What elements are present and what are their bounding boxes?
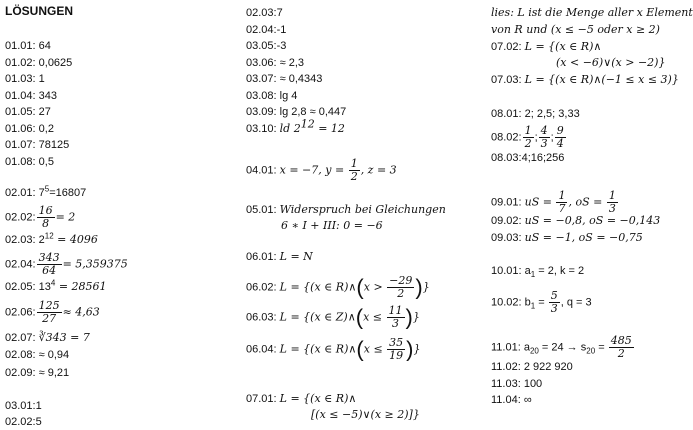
fraction: $\frac{4}{3}$ bbox=[540, 124, 548, 150]
answer-02-03-b: 02.03:7 bbox=[246, 7, 283, 19]
answer-03-05: 03.05:-3 bbox=[246, 40, 287, 52]
answer-02-05: 02.05: $13^4 = 28561$ bbox=[5, 278, 107, 293]
answer-01-06: 01.06: 0,2 bbox=[5, 123, 54, 135]
fraction: $\frac{16}{8}$ bbox=[38, 204, 53, 230]
answer-02-09: 02.09: ≈ 9,21 bbox=[5, 367, 70, 379]
reading-note-line2: von R und (x ≤ −5 oder x ≥ 2) bbox=[491, 23, 660, 36]
answer-02-02: 02.02: $\frac{16}{8}$ = 2 bbox=[5, 204, 76, 230]
answer-03-01: 03.01:1 bbox=[5, 400, 42, 412]
answer-09-02: 09.02: uS = −0,8, oS = −0,143 bbox=[491, 214, 661, 227]
answer-02-07: 02.07: ∛343 = 7 bbox=[5, 331, 90, 344]
answer-08-03: 08.03:4;16;256 bbox=[491, 152, 565, 164]
fraction: $\frac{11}{3}$ bbox=[388, 304, 403, 330]
answer-06-04: 06.04: L = {(x ∈ R)∧(x ≤ $\frac{35}{19}$ )} bbox=[246, 336, 421, 362]
answer-02-01: 02.01: $7^5=16807$ bbox=[5, 184, 87, 199]
answer-06-03: 06.03: L = {(x ∈ Z)∧(x ≤ $\frac{11}{3}$ )} bbox=[246, 304, 420, 330]
answer-08-02: 08.02: $\frac{1}{2}$ ; $\frac{4}{3}$ ; $\frac{9}{4}$ bbox=[491, 124, 564, 150]
fraction: $\frac{-29}{2}$ bbox=[389, 274, 413, 300]
answer-07-03: 07.03: L = {(x ∈ R)∧(−1 ≤ x ≤ 3)} bbox=[491, 73, 679, 86]
answer-11-02: 11.02: 2 922 920 bbox=[491, 361, 573, 373]
fraction: $\frac{125}{27}$ bbox=[38, 299, 60, 325]
answer-01-07: 01.07: 78125 bbox=[5, 139, 70, 151]
answer-03-09: 03.09: lg 2,8 ≈ 0,447 bbox=[246, 106, 347, 118]
answer-06-01: 06.01: L = N bbox=[246, 250, 313, 263]
answer-02-04-b: 02.04:-1 bbox=[246, 24, 287, 36]
answer-05-01: 05.01: Widerspruch bei Gleichungen bbox=[246, 203, 446, 216]
fraction: $\frac{9}{4}$ bbox=[556, 124, 564, 150]
answer-10-02: 10.02: $b_1$ = $\frac{5}{3}$ , q = 3 bbox=[491, 289, 592, 315]
answer-09-01: 09.01: uS = $\frac{1}{7}$ , oS = $\frac{1}{3}$ bbox=[491, 189, 616, 215]
answer-06-02: 06.02: L = {(x ∈ R)∧(x > $\frac{-29}{2}$ )} bbox=[246, 274, 430, 300]
fraction: $\frac{1}{3}$ bbox=[608, 189, 616, 215]
fraction: $\frac{1}{2}$ bbox=[350, 157, 358, 183]
answer-02-03: 02.03: $2^{12} = 4096$ bbox=[5, 231, 98, 246]
answer-05-01-line2: 6 ∗ I + III: 0 = −6 bbox=[281, 219, 383, 232]
answer-11-03: 11.03: 100 bbox=[491, 378, 543, 390]
answer-01-03: 01.03: 1 bbox=[5, 73, 45, 85]
answer-07-02-line2: (x < −6)∨(x > −2)} bbox=[556, 56, 666, 69]
answer-08-01: 08.01: 2; 2,5; 3,33 bbox=[491, 108, 580, 120]
answer-09-03: 09.03: uS = −1, oS = −0,75 bbox=[491, 231, 643, 244]
answer-01-08: 01.08: 0,5 bbox=[5, 156, 54, 168]
answer-04-01: 04.01: x = −7, y = $\frac{1}{2}$ , z = 3 bbox=[246, 157, 397, 183]
fraction: $\frac{1}{2}$ bbox=[524, 124, 532, 150]
answer-02-02-b: 02.02:5 bbox=[5, 416, 42, 428]
fraction: $\frac{1}{7}$ bbox=[558, 189, 566, 215]
answer-03-06: 03.06: ≈ 2,3 bbox=[246, 57, 305, 69]
fraction: $\frac{5}{3}$ bbox=[550, 289, 558, 315]
answer-02-08: 02.08: ≈ 0,94 bbox=[5, 349, 70, 361]
answer-11-04: 11.04: ∞ bbox=[491, 394, 532, 406]
answer-11-01: 11.01: $a_{20} = 24 \to s_{20}$ = $\frac{485}{2}$ bbox=[491, 334, 632, 360]
fraction: $\frac{343}{64}$ bbox=[38, 251, 60, 277]
answer-03-08: 03.08: lg 4 bbox=[246, 90, 298, 102]
answer-07-01-line2: [(x ≤ −5)∨(x ≥ 2)]} bbox=[311, 408, 420, 421]
fraction: $\frac{35}{19}$ bbox=[389, 336, 404, 362]
fraction: $\frac{485}{2}$ bbox=[610, 334, 632, 360]
answer-01-01: 01.01: 64 bbox=[5, 40, 51, 52]
answer-07-01: 07.01: L = {(x ∈ R)∧ bbox=[246, 392, 357, 405]
answer-02-04: 02.04: $\frac{343}{64}$ = 5,359375 bbox=[5, 251, 128, 277]
page-title: LÖSUNGEN bbox=[5, 4, 74, 18]
answer-03-07: 03.07: ≈ 0,4343 bbox=[246, 73, 323, 85]
answer-01-02: 01.02: 0,0625 bbox=[5, 57, 73, 69]
answer-01-05: 01.05: 27 bbox=[5, 106, 51, 118]
reading-note-line1: lies: L ist die Menge aller x Element bbox=[491, 6, 693, 19]
answer-07-02: 07.02: L = {(x ∈ R)∧ bbox=[491, 40, 602, 53]
answer-01-04: 01.04: 343 bbox=[5, 90, 57, 102]
answer-10-01: 10.01: $a_1 = 2$, k = 2 bbox=[491, 265, 585, 280]
answer-02-06: 02.06: $\frac{125}{27}$ ≈ 4,63 bbox=[5, 299, 100, 325]
answer-03-10: 03.10: ld $2^{12} = 12$ bbox=[246, 117, 345, 135]
